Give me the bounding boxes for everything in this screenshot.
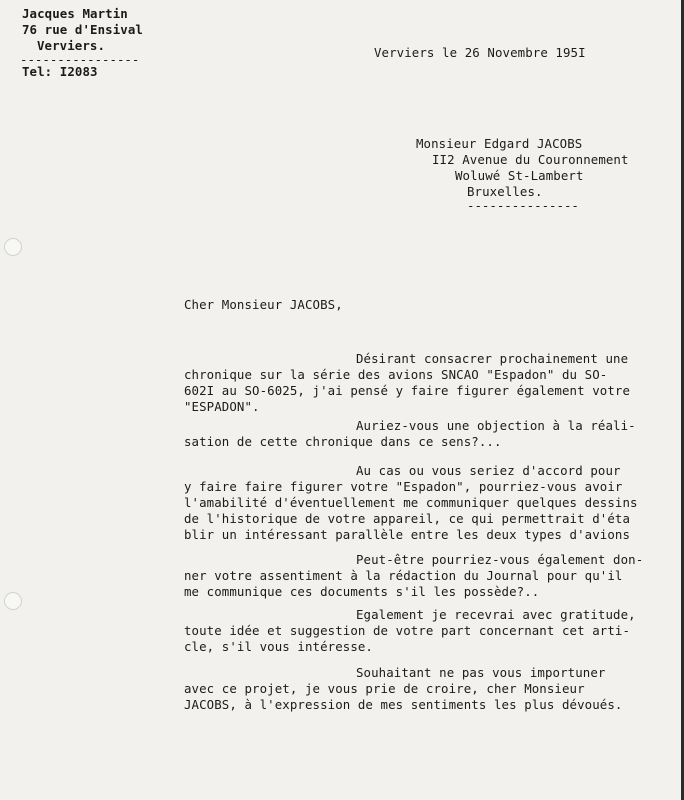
paragraph-line: 602I au SO-6025, j'ai pensé y faire figurer également votre bbox=[184, 383, 631, 398]
paragraph-line: cle, s'il vous intéresse. bbox=[184, 639, 373, 654]
paragraph-line: Egalement je recevrai avec gratitude, bbox=[356, 607, 636, 622]
paragraph-line: sation de cette chronique dans ce sens?... bbox=[184, 434, 502, 449]
sender-separator: ---------------- bbox=[20, 52, 140, 67]
punch-hole-icon bbox=[4, 592, 22, 610]
paragraph-line: "ESPADON". bbox=[184, 399, 260, 414]
paragraph-line: Souhaitant ne pas vous importuner bbox=[356, 665, 606, 680]
paragraph-line: Peut-être pourriez-vous également don- bbox=[356, 552, 644, 567]
recipient-line-1: Monsieur Edgard JACOBS bbox=[416, 136, 583, 151]
recipient-line-4: Bruxelles. bbox=[467, 184, 543, 199]
salutation: Cher Monsieur JACOBS, bbox=[184, 297, 343, 312]
punch-hole-icon bbox=[4, 238, 22, 256]
sender-name: Jacques Martin bbox=[22, 6, 128, 21]
paragraph-line: chronique sur la série des avions SNCAO "Espadon" du SO- bbox=[184, 367, 608, 382]
paragraph-line: blir un intéressant parallèle entre les deux types d'avions bbox=[184, 527, 631, 542]
recipient-line-2: II2 Avenue du Couronnement bbox=[432, 152, 629, 167]
paragraph-line: Désirant consacrer prochainement une bbox=[356, 351, 629, 366]
sender-city: Verviers. bbox=[37, 38, 106, 53]
paragraph-line: Au cas ou vous seriez d'accord pour bbox=[356, 463, 621, 478]
paragraph-line: JACOBS, à l'expression de mes sentiments les plus dévoués. bbox=[184, 697, 623, 712]
paragraph-line: avec ce projet, je vous prie de croire, cher Monsieur bbox=[184, 681, 585, 696]
paragraph-line: y faire faire figurer votre "Espadon", pourriez-vous avoir bbox=[184, 479, 623, 494]
sender-phone: Tel: I2083 bbox=[22, 64, 98, 79]
paragraph-line: me communique ces documents s'il les possède?.. bbox=[184, 584, 540, 599]
paragraph-line: l'amabilité d'éventuellement me communiquer quelques dessins bbox=[184, 495, 638, 510]
paragraph-line: toute idée et suggestion de votre part concernant cet arti- bbox=[184, 623, 631, 638]
paragraph-line: de l'historique de votre appareil, ce qui permettrait d'éta bbox=[184, 511, 631, 526]
recipient-separator: --------------- bbox=[467, 198, 579, 213]
dateline: Verviers le 26 Novembre 195I bbox=[374, 45, 586, 60]
sender-street: 76 rue d'Ensival bbox=[22, 22, 143, 37]
paragraph-line: ner votre assentiment à la rédaction du Journal pour qu'il bbox=[184, 568, 623, 583]
paragraph-line: Auriez-vous une objection à la réali- bbox=[356, 418, 636, 433]
recipient-line-3: Woluwé St-Lambert bbox=[455, 168, 584, 183]
